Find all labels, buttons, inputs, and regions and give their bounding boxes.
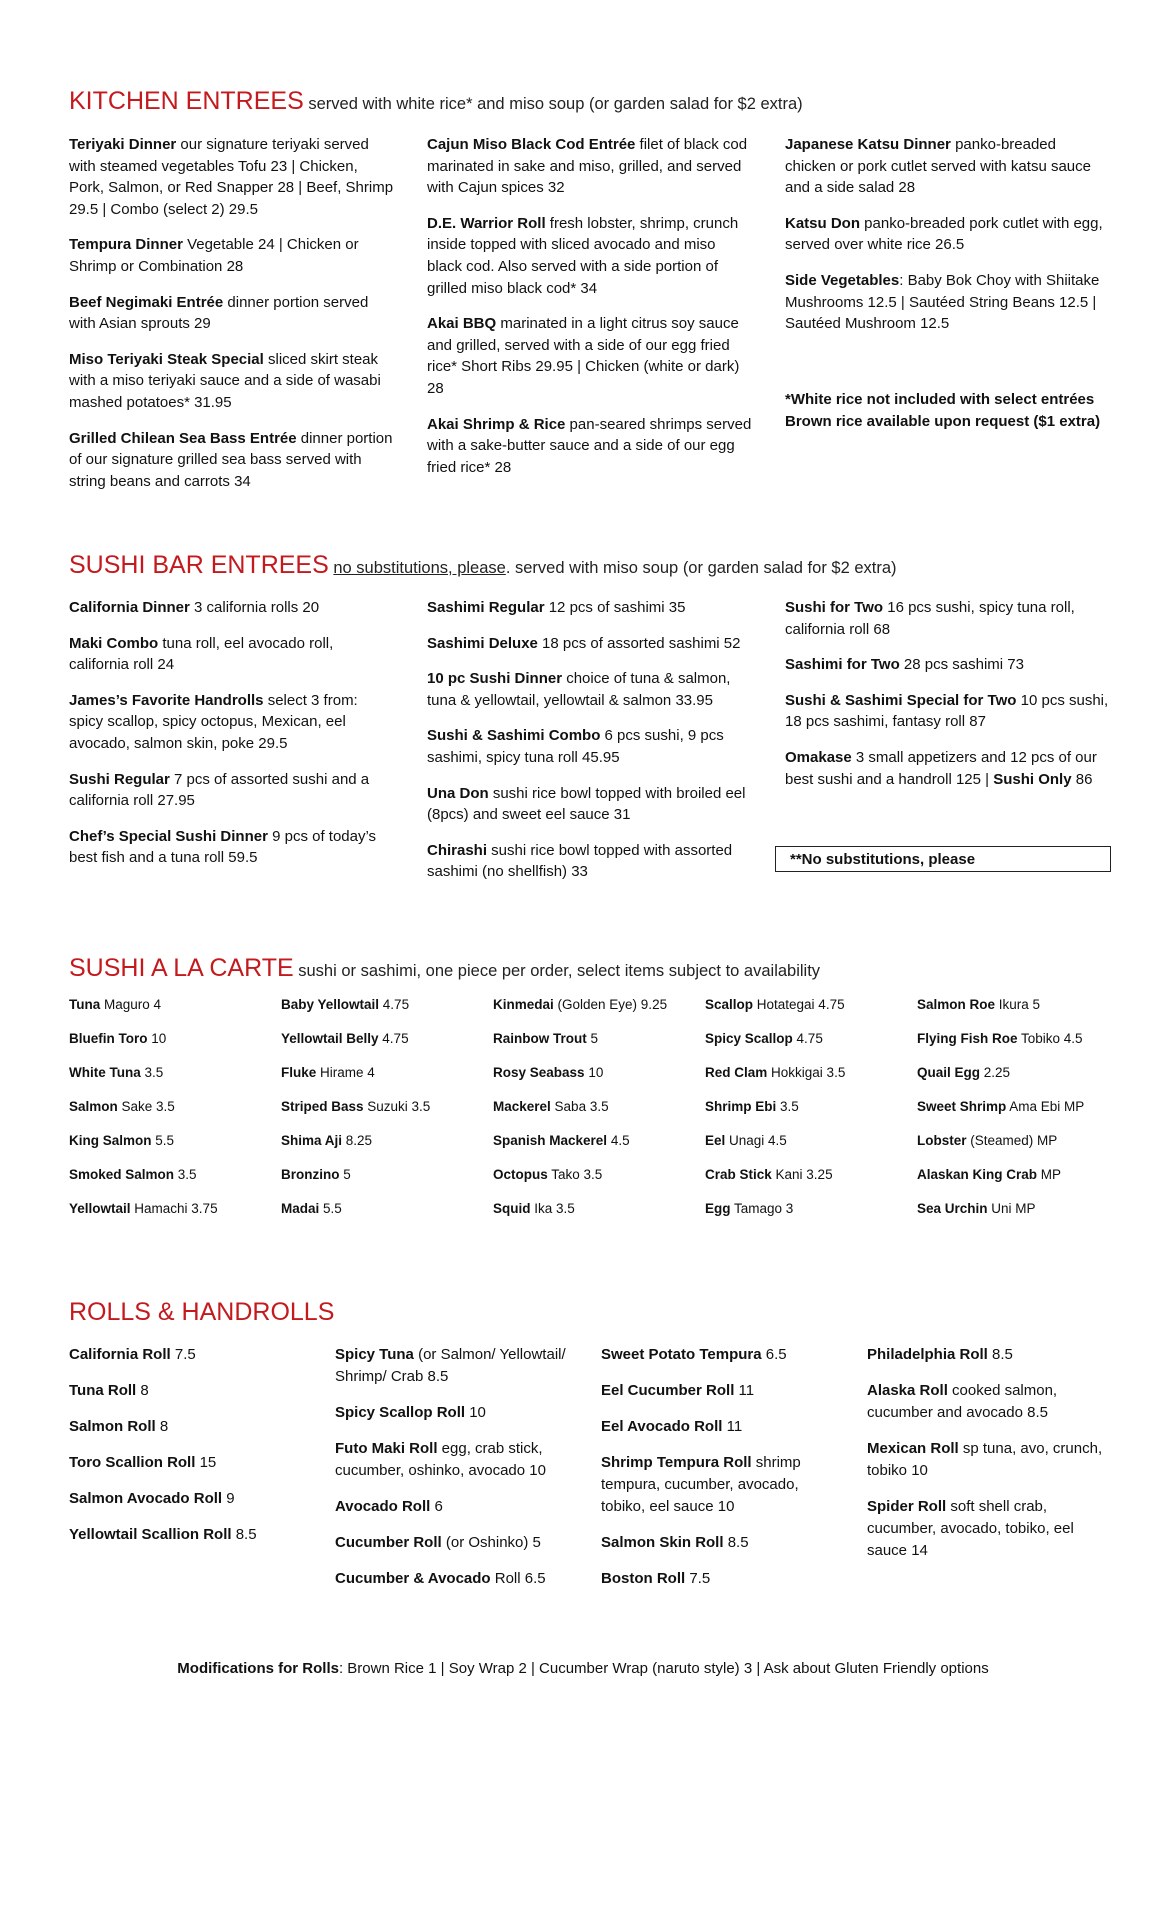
menu-item <box>69 1524 309 1546</box>
alacarte-item-desc: 5 <box>586 1031 599 1046</box>
menu-item <box>427 597 752 619</box>
alacarte-item-name: Shrimp Ebi <box>705 1099 777 1114</box>
alacarte-item-name: Sweet Shrimp <box>917 1099 1007 1114</box>
menu-item <box>867 1438 1107 1482</box>
alacarte-item-name: Striped Bass <box>281 1099 364 1114</box>
alacarte-item-name: Bluefin Toro <box>69 1031 148 1046</box>
menu-item-desc: 8 <box>136 1382 149 1399</box>
menu-item-name: Eel Avocado Roll <box>601 1418 723 1435</box>
alacarte-item-name: Shima Aji <box>281 1133 343 1148</box>
menu-item-desc: soft shell crab, cucumber, avocado, tobiko, eel sauce 14 <box>867 1498 1074 1559</box>
menu-item-desc: cooked salmon, cucumber and avocado 8.5 <box>867 1382 1058 1421</box>
alacarte-item-desc: Hotategai 4.75 <box>753 997 845 1012</box>
menu-item-name: Salmon Avocado Roll <box>69 1490 223 1507</box>
menu-item-name: Una Don <box>427 784 489 802</box>
menu-item-desc: 15 <box>195 1454 217 1471</box>
alacarte-item <box>69 1099 279 1133</box>
menu-item-desc: (or Oshinko) 5 <box>441 1534 541 1551</box>
menu-item-desc: egg, crab stick, cucumber, oshinko, avocado 10 <box>335 1440 546 1479</box>
alacarte-item-desc: Hirame 4 <box>316 1065 375 1080</box>
menu-item <box>69 1344 309 1366</box>
menu-item <box>785 213 1110 256</box>
alacarte-item-desc: Unagi 4.5 <box>725 1133 787 1148</box>
sushi-bar-col-1 <box>69 597 394 883</box>
sushi-only-name: Sushi Only <box>993 770 1072 788</box>
alacarte-item-desc: 5.5 <box>319 1201 342 1216</box>
menu-item <box>427 668 752 711</box>
alacarte-col-4 <box>705 997 915 1235</box>
menu-item <box>69 1380 309 1402</box>
menu-item-desc: 6.5 <box>761 1346 787 1363</box>
menu-item-desc: dinner portion of our signature grilled sea bass served with string beans and carrots 34 <box>69 429 393 490</box>
alacarte-item-desc: 5 <box>339 1167 351 1182</box>
menu-item-name: Sashimi for Two <box>785 656 900 674</box>
menu-item-name: Mexican Roll <box>867 1440 959 1457</box>
rice-note-line-1: *White rice not included with select entrées <box>785 391 1095 408</box>
alacarte-item <box>281 1201 491 1235</box>
menu-item-name: Salmon Roll <box>69 1418 156 1435</box>
alacarte-item-desc: Ika 3.5 <box>530 1201 575 1216</box>
alacarte-item <box>493 1133 703 1167</box>
menu-item-name: Spicy Tuna <box>335 1346 414 1363</box>
sushi-bar-no-subs: no substitutions, please <box>333 559 506 577</box>
alacarte-item-desc: Tobiko 4.5 <box>1017 1031 1083 1046</box>
kitchen-rice-note <box>785 389 1110 432</box>
alacarte-item-desc: Ama Ebi MP <box>1006 1099 1085 1114</box>
menu-item <box>785 597 1110 640</box>
alacarte-subtitle: sushi or sashimi, one piece per order, select items subject to availability <box>293 962 821 980</box>
alacarte-item-name: Yellowtail <box>69 1201 131 1216</box>
alacarte-item <box>917 1201 1127 1235</box>
menu-item-desc: 6 <box>430 1498 443 1515</box>
menu-item-name: Eel Cucumber Roll <box>601 1382 735 1399</box>
alacarte-item-desc: Maguro 4 <box>100 997 162 1012</box>
alacarte-item-name: Bronzino <box>281 1167 340 1182</box>
menu-item-desc: tuna roll, eel avocado roll, california roll 24 <box>69 634 334 674</box>
alacarte-item-name: Spanish Mackerel <box>493 1133 608 1148</box>
menu-item <box>69 292 394 335</box>
menu-item <box>601 1380 841 1402</box>
alacarte-item-desc: Sake 3.5 <box>117 1099 175 1114</box>
menu-item-name: Sashimi Deluxe <box>427 634 538 652</box>
menu-item-desc: 18 pcs of assorted sashimi 52 <box>537 634 741 652</box>
menu-item <box>785 270 1110 335</box>
alacarte-item-desc: 10 <box>147 1031 167 1046</box>
rice-note-line-2: Brown rice available upon request ($1 extra) <box>785 412 1101 430</box>
alacarte-item <box>281 1065 491 1099</box>
alacarte-item <box>69 997 279 1031</box>
alacarte-item-name: Fluke <box>281 1065 317 1080</box>
menu-item-desc: 16 pcs sushi, spicy tuna roll, california roll 68 <box>785 599 1075 638</box>
rolls-col-2 <box>335 1344 575 1604</box>
rolls-title: ROLLS & HANDROLLS <box>69 1298 335 1326</box>
alacarte-item-desc: Saba 3.5 <box>550 1099 609 1114</box>
menu-item-name: Sushi & Sashimi Special for Two <box>785 691 1017 709</box>
menu-item-name: Futo Maki Roll <box>335 1440 438 1457</box>
alacarte-item-name: Eel <box>705 1133 726 1148</box>
alacarte-item-desc: MP <box>1037 1167 1062 1182</box>
menu-item <box>69 769 394 812</box>
alacarte-item-name: Squid <box>493 1201 531 1216</box>
menu-item <box>601 1416 841 1438</box>
menu-item-name: Side Vegetables <box>785 271 900 289</box>
menu-item <box>427 414 752 479</box>
menu-item-name: California Roll <box>69 1346 171 1363</box>
menu-item <box>785 134 1110 199</box>
menu-item <box>335 1438 575 1482</box>
menu-item-name: Shrimp Tempura Roll <box>601 1454 752 1471</box>
alacarte-item <box>281 1099 491 1133</box>
menu-item-desc: sp tuna, avo, crunch, tobiko 10 <box>867 1440 1103 1479</box>
alacarte-item-desc: 2.25 <box>980 1065 1011 1080</box>
modifications-label: Modifications for Rolls <box>177 1660 339 1677</box>
alacarte-item <box>493 1065 703 1099</box>
menu-item-desc: 28 pcs sashimi 73 <box>899 656 1024 674</box>
alacarte-item <box>69 1167 279 1201</box>
sushi-bar-col-3-list <box>785 597 1110 733</box>
menu-item <box>867 1380 1107 1424</box>
menu-item-desc: 10 pcs sushi, 18 pcs sashimi, fantasy roll 87 <box>785 691 1109 731</box>
kitchen-col-2 <box>427 134 752 492</box>
alacarte-item-desc: (Steamed) MP <box>966 1133 1058 1148</box>
alacarte-col-5 <box>917 997 1127 1235</box>
sushi-bar-col-2 <box>427 597 752 897</box>
menu-item-name: Sushi & Sashimi Combo <box>427 727 601 745</box>
kitchen-header <box>69 86 803 119</box>
menu-item <box>601 1532 841 1554</box>
menu-item <box>69 633 394 676</box>
menu-item <box>69 826 394 869</box>
menu-item-desc: select 3 from: spicy scallop, spicy octopus, Mexican, eel avocado, salmon skin, poke 29.5 <box>69 691 358 752</box>
alacarte-item <box>281 1133 491 1167</box>
sushi-bar-subtitle: . served with miso soup (or garden salad for $2 extra) <box>505 559 897 577</box>
menu-item <box>69 597 394 619</box>
alacarte-item-desc: 5.5 <box>151 1133 175 1148</box>
alacarte-item <box>69 1133 279 1167</box>
menu-item-desc: : Baby Bok Choy with Shiitake Mushrooms 12.5 | Sautéed String Beans 12.5 | Sautéed Mushroom 12.5 <box>785 271 1100 333</box>
menu-item-name: Sashimi Regular <box>427 599 545 616</box>
menu-item-desc: panko-breaded chicken or pork cutlet served with katsu sauce and a side salad 28 <box>785 136 1091 197</box>
menu-item-desc: 9 <box>222 1490 235 1507</box>
kitchen-col-3 <box>785 134 1110 349</box>
alacarte-item-name: Quail Egg <box>917 1065 981 1080</box>
alacarte-col-1 <box>69 997 279 1235</box>
alacarte-item-desc: 10 <box>584 1065 604 1080</box>
menu-item-desc: 12 pcs of sashimi 35 <box>544 599 686 616</box>
menu-item-desc: 7 pcs of assorted sushi and a california roll 27.95 <box>69 770 370 810</box>
alacarte-item-name: Octopus <box>493 1167 548 1182</box>
alacarte-item <box>705 1099 915 1133</box>
alacarte-item-desc: 4.5 <box>607 1133 630 1148</box>
alacarte-item <box>493 1201 703 1235</box>
rolls-header <box>69 1297 334 1327</box>
menu-item-desc: sushi rice bowl topped with assorted sashimi (no shellfish) 33 <box>427 841 733 881</box>
menu-item <box>69 690 394 755</box>
alacarte-item-name: Lobster <box>917 1133 967 1148</box>
menu-item-name: California Dinner <box>69 599 190 616</box>
alacarte-item-name: Alaskan King Crab <box>917 1167 1038 1182</box>
alacarte-item-desc: Hokkigai 3.5 <box>767 1065 846 1080</box>
alacarte-item-desc: Tamago 3 <box>730 1201 794 1216</box>
menu-item-desc: our signature teriyaki served with steamed vegetables Tofu 23 | Chicken, Pork, Salmon, or Red Snapper 28 | Beef, Shrimp 29.5 | Combo (select 2) 29.5 <box>69 136 394 218</box>
alacarte-item-name: Scallop <box>705 997 754 1012</box>
menu-item <box>601 1452 841 1518</box>
menu-item <box>427 313 752 399</box>
alacarte-item-desc: 4.75 <box>378 1031 409 1046</box>
alacarte-item-name: Kinmedai <box>493 997 554 1012</box>
menu-item-name: Spicy Scallop Roll <box>335 1404 466 1421</box>
menu-item-desc: 10 <box>465 1404 486 1421</box>
menu-item-name: D.E. Warrior Roll <box>427 214 546 232</box>
menu-item-desc: 9 pcs of today’s best fish and a tuna roll 59.5 <box>69 827 377 867</box>
alacarte-item-desc: 3.5 <box>776 1099 799 1114</box>
menu-item <box>427 213 752 299</box>
menu-item-name: Tempura Dinner <box>69 236 183 254</box>
alacarte-item <box>917 1031 1127 1065</box>
rolls-col-1 <box>69 1344 309 1560</box>
menu-item-desc: panko-breaded pork cutlet with egg, served over white rice 26.5 <box>785 214 1103 254</box>
alacarte-item <box>69 1031 279 1065</box>
menu-item <box>335 1344 575 1388</box>
no-substitutions-note: **No substitutions, please <box>775 846 1111 872</box>
menu-item <box>427 725 752 768</box>
alacarte-item <box>705 1201 915 1235</box>
menu-item-name: 10 pc Sushi Dinner <box>427 670 563 688</box>
alacarte-col-3 <box>493 997 703 1235</box>
menu-item-name: Alaska Roll <box>867 1382 948 1399</box>
alacarte-item-name: Mackerel <box>493 1099 551 1114</box>
menu-item <box>427 783 752 826</box>
menu-item-desc: 8 <box>155 1418 169 1435</box>
alacarte-item <box>705 1065 915 1099</box>
menu-item-name: Teriyaki Dinner <box>69 136 177 153</box>
menu-item-desc: filet of black cod marinated in sake and miso, grilled, and served with Cajun spices 32 <box>427 136 748 197</box>
alacarte-item-desc: Suzuki 3.5 <box>363 1099 431 1114</box>
kitchen-title: KITCHEN ENTREES <box>69 87 304 115</box>
menu-item-name: Philadelphia Roll <box>867 1346 988 1363</box>
alacarte-item-desc: 8.25 <box>342 1133 373 1148</box>
kitchen-col-1 <box>69 134 394 506</box>
alacarte-item-name: Madai <box>281 1201 320 1216</box>
menu-item <box>785 654 1110 676</box>
alacarte-item <box>493 1031 703 1065</box>
alacarte-item-name: Salmon Roe <box>917 997 996 1012</box>
omakase-name: Omakase <box>785 748 852 766</box>
alacarte-item-name: White Tuna <box>69 1065 141 1080</box>
sushi-only-price: 86 <box>1071 770 1093 788</box>
kitchen-subtitle: served with white rice* and miso soup (or garden salad for $2 extra) <box>303 95 803 113</box>
menu-item-name: Tuna Roll <box>69 1382 137 1399</box>
menu-item <box>69 1416 309 1438</box>
menu-item-desc: sliced skirt steak with a miso teriyaki sauce and a side of wasabi mashed potatoes* 31.95 <box>69 350 381 411</box>
menu-item-name: Grilled Chilean Sea Bass Entrée <box>69 429 297 447</box>
rolls-col-3 <box>601 1344 841 1604</box>
alacarte-item-desc: 4.75 <box>379 997 410 1012</box>
menu-item-desc: 7.5 <box>170 1346 196 1363</box>
menu-item-desc: marinated in a light citrus soy sauce and grilled, served with a side of our egg fried rice* Short Ribs 29.95 | Chicken (white or dark) 28 <box>427 315 740 397</box>
alacarte-item <box>705 1133 915 1167</box>
menu-item-desc: shrimp tempura, cucumber, avocado, tobiko, eel sauce 10 <box>601 1454 801 1515</box>
alacarte-item-name: Spicy Scallop <box>705 1031 793 1046</box>
alacarte-title: SUSHI A LA CARTE <box>69 954 294 982</box>
menu-item-name: Akai Shrimp & Rice <box>427 415 566 433</box>
menu-item <box>427 134 752 199</box>
alacarte-item <box>917 1099 1127 1133</box>
menu-item <box>69 234 394 277</box>
alacarte-item-desc: 3.5 <box>174 1167 197 1182</box>
alacarte-item <box>69 1065 279 1099</box>
alacarte-item <box>281 1167 491 1201</box>
alacarte-item-desc: 4.75 <box>792 1031 823 1046</box>
alacarte-item-desc: Tako 3.5 <box>547 1167 603 1182</box>
menu-item-desc: Roll 6.5 <box>490 1570 546 1587</box>
menu-item <box>69 134 394 220</box>
menu-item <box>69 349 394 414</box>
menu-item <box>867 1496 1107 1562</box>
omakase-item <box>785 747 1110 790</box>
menu-item <box>427 633 752 655</box>
menu-item <box>335 1496 575 1518</box>
menu-item-name: Beef Negimaki Entrée <box>69 293 224 311</box>
alacarte-item-name: Sea Urchin <box>917 1201 988 1216</box>
menu-item <box>335 1402 575 1424</box>
alacarte-item <box>917 1133 1127 1167</box>
menu-item-desc: (or Salmon/ Yellowtail/ Shrimp/ Crab 8.5 <box>335 1346 566 1385</box>
alacarte-item <box>281 997 491 1031</box>
menu-item-name: Cucumber Roll <box>335 1534 442 1551</box>
menu-item-name: Maki Combo <box>69 634 159 652</box>
alacarte-item-name: Rainbow Trout <box>493 1031 587 1046</box>
alacarte-item-desc: (Golden Eye) 9.25 <box>553 997 668 1012</box>
menu-item-desc: pan-seared shrimps served with a sake-butter sauce and a side of our egg fried rice* 28 <box>427 415 752 476</box>
alacarte-item <box>493 1099 703 1133</box>
menu-item-desc: 8.5 <box>987 1346 1013 1363</box>
modifications-text: : Brown Rice 1 | Soy Wrap 2 | Cucumber Wrap (naruto style) 3 | Ask about Gluten Friendly options <box>338 1660 989 1677</box>
menu-item <box>601 1344 841 1366</box>
alacarte-item-name: Rosy Seabass <box>493 1065 585 1080</box>
alacarte-item-name: Flying Fish Roe <box>917 1031 1018 1046</box>
menu-item <box>427 840 752 883</box>
menu-item-name: James’s Favorite Handrolls <box>69 691 264 709</box>
alacarte-item-desc: Kani 3.25 <box>771 1167 833 1182</box>
menu-item-desc: 3 california rolls 20 <box>189 599 320 616</box>
menu-item-name: Chirashi <box>427 841 488 859</box>
menu-item <box>867 1344 1107 1366</box>
alacarte-col-2 <box>281 997 491 1235</box>
menu-item-desc: dinner portion served with Asian sprouts 29 <box>69 293 369 333</box>
alacarte-item-name: Red Clam <box>705 1065 768 1080</box>
alacarte-item-name: Egg <box>705 1201 731 1216</box>
menu-item-name: Katsu Don <box>785 214 860 232</box>
alacarte-item <box>705 1031 915 1065</box>
menu-item-desc: 11 <box>734 1382 755 1399</box>
menu-item-name: Miso Teriyaki Steak Special <box>69 350 264 368</box>
menu-item-desc: 8.5 <box>231 1526 257 1543</box>
menu-item-name: Sweet Potato Tempura <box>601 1346 762 1363</box>
alacarte-item <box>917 1065 1127 1099</box>
alacarte-header <box>69 953 820 986</box>
alacarte-item-name: King Salmon <box>69 1133 152 1148</box>
menu-item <box>335 1532 575 1554</box>
menu-item-name: Avocado Roll <box>335 1498 431 1515</box>
menu-item-desc: sushi rice bowl topped with broiled eel (8pcs) and sweet eel sauce 31 <box>427 784 746 824</box>
alacarte-item-name: Tuna <box>69 997 101 1012</box>
alacarte-item-name: Smoked Salmon <box>69 1167 175 1182</box>
alacarte-item <box>493 1167 703 1201</box>
menu-item-name: Sushi Regular <box>69 770 170 788</box>
menu-item <box>69 1488 309 1510</box>
alacarte-item-name: Crab Stick <box>705 1167 772 1182</box>
menu-item-name: Chef’s Special Sushi Dinner <box>69 827 268 845</box>
menu-item-name: Boston Roll <box>601 1570 686 1587</box>
alacarte-item <box>281 1031 491 1065</box>
menu-item-name: Spider Roll <box>867 1498 947 1515</box>
sushi-bar-col-3 <box>785 597 1110 804</box>
menu-item-desc: 6 pcs sushi, 9 pcs sashimi, spicy tuna roll 45.95 <box>427 727 724 766</box>
alacarte-item-name: Yellowtail Belly <box>281 1031 379 1046</box>
alacarte-item-name: Salmon <box>69 1099 118 1114</box>
menu-item-desc: 7.5 <box>685 1570 711 1587</box>
menu-item-name: Cajun Miso Black Cod Entrée <box>427 136 636 153</box>
menu-item-desc: choice of tuna & salmon, tuna & yellowtail, yellowtail & salmon 33.95 <box>427 670 731 709</box>
alacarte-item <box>493 997 703 1031</box>
alacarte-item <box>705 997 915 1031</box>
menu-item-desc: fresh lobster, shrimp, crunch inside topped with sliced avocado and miso black cod. Also served with a side portion of grilled miso black cod* 34 <box>427 214 739 297</box>
alacarte-item-desc: Ikura 5 <box>995 997 1041 1012</box>
menu-item-name: Sushi for Two <box>785 599 884 616</box>
menu-item-desc: 8.5 <box>723 1534 749 1551</box>
menu-item-name: Toro Scallion Roll <box>69 1454 196 1471</box>
alacarte-item-desc: Hamachi 3.75 <box>130 1201 218 1216</box>
menu-item <box>335 1568 575 1590</box>
alacarte-item <box>705 1167 915 1201</box>
menu-item <box>69 1452 309 1474</box>
menu-item <box>69 428 394 493</box>
alacarte-item <box>69 1201 279 1235</box>
roll-modifications <box>0 1660 1166 1677</box>
menu-item-desc: Vegetable 24 | Chicken or Shrimp or Combination 28 <box>69 236 359 275</box>
menu-item-desc: 11 <box>722 1418 743 1435</box>
menu-item <box>785 690 1110 733</box>
alacarte-item-desc: Uni MP <box>987 1201 1036 1216</box>
alacarte-item-desc: 3.5 <box>140 1065 164 1080</box>
menu-item-name: Cucumber & Avocado <box>335 1570 491 1587</box>
sushi-bar-header <box>69 550 897 583</box>
sushi-bar-title: SUSHI BAR ENTREES <box>69 551 329 579</box>
alacarte-item <box>917 997 1127 1031</box>
rolls-col-4 <box>867 1344 1107 1576</box>
alacarte-item <box>917 1167 1127 1201</box>
menu-item-name: Salmon Skin Roll <box>601 1534 724 1551</box>
menu-item-name: Yellowtail Scallion Roll <box>69 1526 232 1543</box>
menu-item-name: Akai BBQ <box>427 315 497 333</box>
omakase-desc: 3 small appetizers and 12 pcs of our best sushi and a handroll 125 | <box>785 748 1097 788</box>
menu-item <box>601 1568 841 1590</box>
alacarte-item-name: Baby Yellowtail <box>281 997 380 1012</box>
menu-item-name: Japanese Katsu Dinner <box>785 136 951 153</box>
